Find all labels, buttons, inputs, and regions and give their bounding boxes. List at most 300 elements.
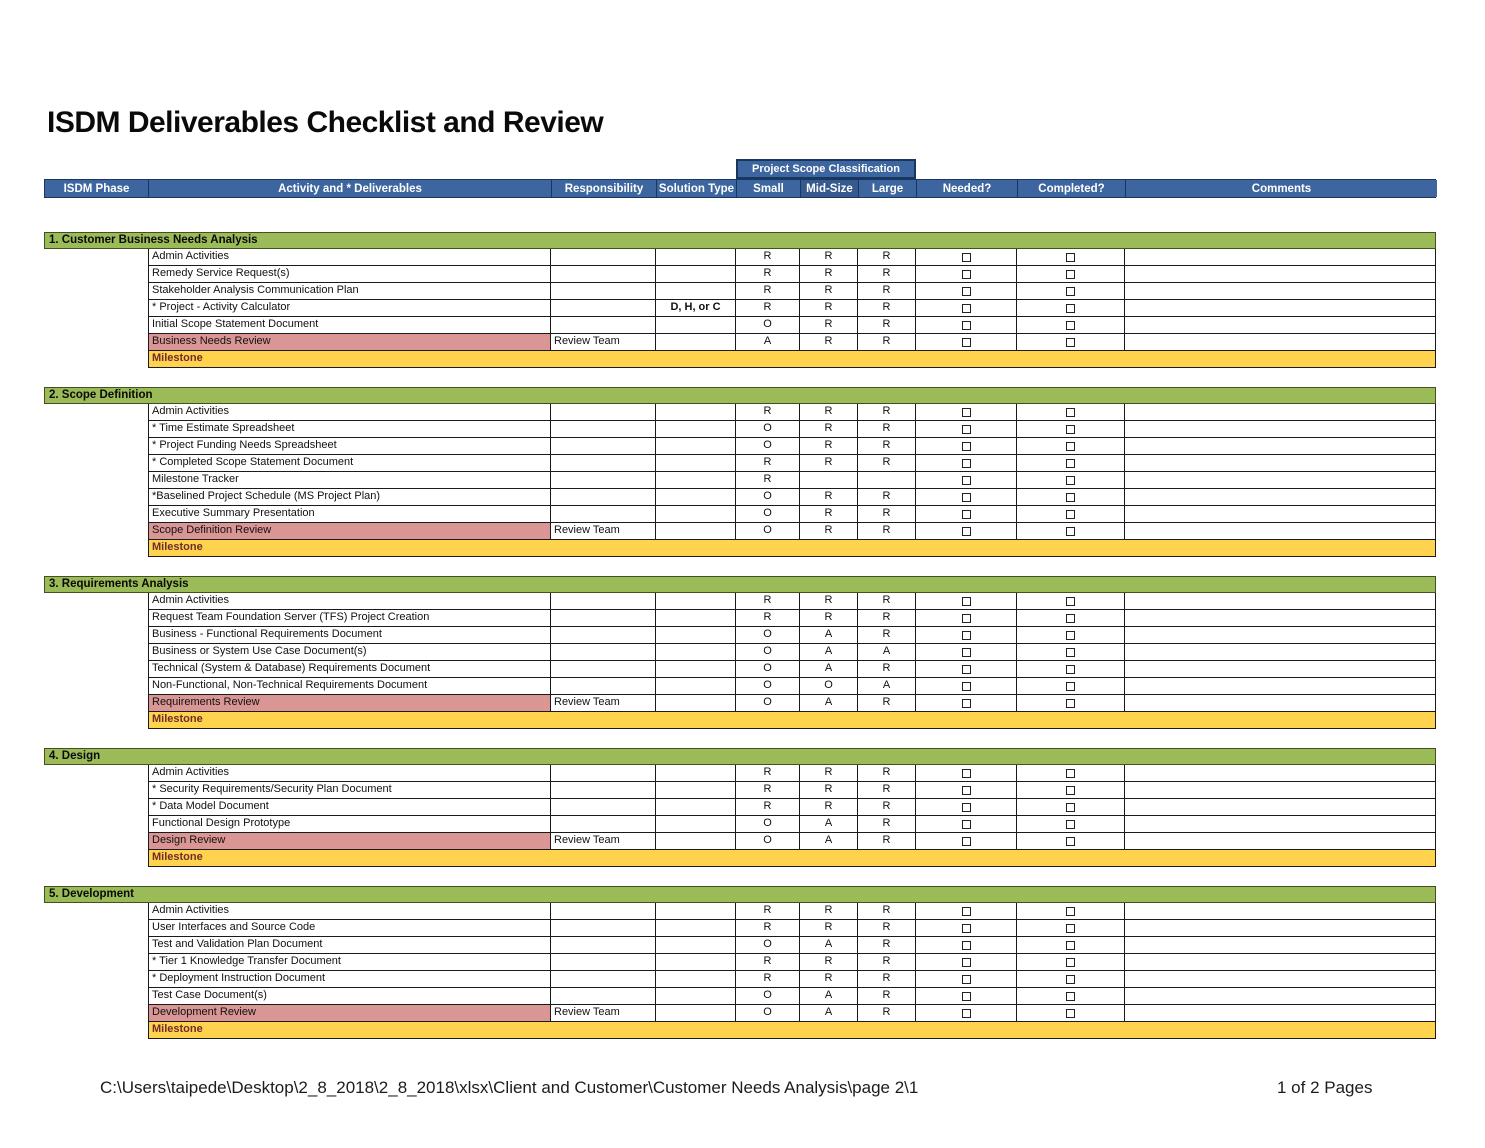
completed-checkbox[interactable] xyxy=(1066,476,1075,485)
responsibility-cell xyxy=(551,506,656,523)
print-footer xyxy=(0,1078,1485,1102)
midsize-scope-cell: R xyxy=(800,317,858,334)
midsize-scope-cell: R xyxy=(800,782,858,799)
phase-cell xyxy=(44,937,148,954)
completed-cell xyxy=(1017,455,1125,472)
activity-cell: * Tier 1 Knowledge Transfer Document xyxy=(148,954,551,971)
comments-cell xyxy=(1125,920,1436,937)
solution-type-cell xyxy=(656,317,736,334)
solution-type-cell xyxy=(656,249,736,266)
completed-checkbox[interactable] xyxy=(1066,408,1075,417)
phase-cell xyxy=(44,920,148,937)
phase-cell xyxy=(44,695,148,712)
needed-checkbox[interactable] xyxy=(962,941,971,950)
needed-checkbox[interactable] xyxy=(962,975,971,984)
needed-checkbox[interactable] xyxy=(962,442,971,451)
activity-cell: * Project Funding Needs Spreadsheet xyxy=(148,438,551,455)
midsize-scope-cell: R xyxy=(800,455,858,472)
review-activity-cell: Development Review xyxy=(148,1005,551,1022)
solution-type-cell xyxy=(656,266,736,283)
needed-checkbox[interactable] xyxy=(962,648,971,657)
completed-checkbox[interactable] xyxy=(1066,510,1075,519)
completed-checkbox[interactable] xyxy=(1066,493,1075,502)
completed-checkbox[interactable] xyxy=(1066,287,1075,296)
comments-cell xyxy=(1125,903,1436,920)
activity-cell: * Security Requirements/Security Plan Document xyxy=(148,782,551,799)
midsize-scope-cell: R xyxy=(800,799,858,816)
table-row xyxy=(44,421,1436,438)
phase-section xyxy=(44,576,1436,729)
solution-type-cell xyxy=(656,455,736,472)
small-scope-cell: O xyxy=(736,833,800,850)
large-scope-cell: R xyxy=(858,489,916,506)
midsize-scope-cell: R xyxy=(800,920,858,937)
table-row xyxy=(44,317,1436,334)
phase-cell xyxy=(44,266,148,283)
classification-band-row xyxy=(44,159,1436,179)
responsibility-cell xyxy=(551,988,656,1005)
completed-checkbox[interactable] xyxy=(1066,253,1075,262)
large-scope-cell: R xyxy=(858,523,916,540)
small-scope-cell: O xyxy=(736,695,800,712)
midsize-scope-cell: O xyxy=(800,678,858,695)
completed-cell xyxy=(1017,765,1125,782)
comments-cell xyxy=(1125,472,1436,489)
needed-checkbox[interactable] xyxy=(962,476,971,485)
completed-checkbox[interactable] xyxy=(1066,992,1075,1001)
completed-cell xyxy=(1017,816,1125,833)
solution-type-cell xyxy=(656,1005,736,1022)
phase-cell xyxy=(44,593,148,610)
completed-checkbox[interactable] xyxy=(1066,820,1075,829)
table-row xyxy=(44,540,1436,557)
phase-cell xyxy=(44,833,148,850)
column-header-isdm-phase: ISDM Phase xyxy=(45,180,149,197)
needed-checkbox[interactable] xyxy=(962,803,971,812)
large-scope-cell: R xyxy=(858,506,916,523)
needed-cell xyxy=(916,283,1017,300)
comments-cell xyxy=(1125,317,1436,334)
table-row xyxy=(44,610,1436,627)
responsibility-cell xyxy=(551,300,656,317)
activity-cell: Business - Functional Requirements Document xyxy=(148,627,551,644)
needed-checkbox[interactable] xyxy=(962,597,971,606)
needed-checkbox[interactable] xyxy=(962,665,971,674)
needed-checkbox[interactable] xyxy=(962,682,971,691)
completed-checkbox[interactable] xyxy=(1066,769,1075,778)
needed-checkbox[interactable] xyxy=(962,527,971,536)
needed-cell xyxy=(916,523,1017,540)
needed-checkbox[interactable] xyxy=(962,958,971,967)
responsibility-cell: Review Team xyxy=(551,523,656,540)
comments-cell xyxy=(1125,506,1436,523)
completed-checkbox[interactable] xyxy=(1066,786,1075,795)
completed-checkbox[interactable] xyxy=(1066,614,1075,623)
phase-cell xyxy=(44,799,148,816)
responsibility-cell xyxy=(551,971,656,988)
table-row xyxy=(44,920,1436,937)
midsize-scope-cell: R xyxy=(800,523,858,540)
needed-cell xyxy=(916,404,1017,421)
phase-cell xyxy=(44,351,148,368)
completed-cell xyxy=(1017,903,1125,920)
midsize-scope-cell: R xyxy=(800,593,858,610)
needed-checkbox[interactable] xyxy=(962,1009,971,1018)
large-scope-cell: R xyxy=(858,283,916,300)
solution-type-cell xyxy=(656,799,736,816)
completed-cell xyxy=(1017,334,1125,351)
completed-cell xyxy=(1017,404,1125,421)
small-scope-cell: O xyxy=(736,627,800,644)
large-scope-cell: R xyxy=(858,903,916,920)
table-row xyxy=(44,988,1436,1005)
responsibility-cell xyxy=(551,678,656,695)
completed-checkbox[interactable] xyxy=(1066,803,1075,812)
large-scope-cell: R xyxy=(858,300,916,317)
completed-checkbox[interactable] xyxy=(1066,631,1075,640)
completed-checkbox[interactable] xyxy=(1066,924,1075,933)
responsibility-cell: Review Team xyxy=(551,334,656,351)
responsibility-cell xyxy=(551,489,656,506)
large-scope-cell: R xyxy=(858,627,916,644)
small-scope-cell: R xyxy=(736,765,800,782)
midsize-scope-cell: R xyxy=(800,954,858,971)
comments-cell xyxy=(1125,334,1436,351)
needed-checkbox[interactable] xyxy=(962,321,971,330)
needed-checkbox[interactable] xyxy=(962,408,971,417)
large-scope-cell: R xyxy=(858,988,916,1005)
needed-cell xyxy=(916,695,1017,712)
needed-cell xyxy=(916,661,1017,678)
completed-checkbox[interactable] xyxy=(1066,442,1075,451)
needed-cell xyxy=(916,300,1017,317)
solution-type-cell xyxy=(656,782,736,799)
small-scope-cell: R xyxy=(736,782,800,799)
comments-cell xyxy=(1125,661,1436,678)
solution-type-cell xyxy=(656,610,736,627)
large-scope-cell: R xyxy=(858,661,916,678)
completed-checkbox[interactable] xyxy=(1066,975,1075,984)
phase-cell xyxy=(44,678,148,695)
small-scope-cell: O xyxy=(736,937,800,954)
responsibility-cell xyxy=(551,593,656,610)
small-scope-cell: R xyxy=(736,404,800,421)
responsibility-cell xyxy=(551,937,656,954)
needed-checkbox[interactable] xyxy=(962,924,971,933)
small-scope-cell: O xyxy=(736,678,800,695)
comments-cell xyxy=(1125,455,1436,472)
midsize-scope-cell: A xyxy=(800,937,858,954)
phase-cell xyxy=(44,644,148,661)
table-row xyxy=(44,627,1436,644)
midsize-scope-cell: R xyxy=(800,283,858,300)
small-scope-cell: O xyxy=(736,523,800,540)
midsize-scope-cell: A xyxy=(800,644,858,661)
midsize-scope-cell: R xyxy=(800,421,858,438)
completed-checkbox[interactable] xyxy=(1066,527,1075,536)
midsize-scope-cell: A xyxy=(800,816,858,833)
responsibility-cell xyxy=(551,266,656,283)
column-header-activity-and-deliverables: Activity and * Deliverables xyxy=(149,180,552,197)
activity-cell: Admin Activities xyxy=(148,903,551,920)
column-header-comments: Comments xyxy=(1126,180,1437,197)
needed-cell xyxy=(916,833,1017,850)
needed-checkbox[interactable] xyxy=(962,631,971,640)
completed-checkbox[interactable] xyxy=(1066,699,1075,708)
completed-cell xyxy=(1017,937,1125,954)
completed-cell xyxy=(1017,300,1125,317)
needed-cell xyxy=(916,489,1017,506)
table-row xyxy=(44,334,1436,351)
solution-type-cell xyxy=(656,920,736,937)
needed-checkbox[interactable] xyxy=(962,304,971,313)
phase-cell xyxy=(44,249,148,266)
needed-checkbox[interactable] xyxy=(962,907,971,916)
needed-cell xyxy=(916,971,1017,988)
table-row xyxy=(44,455,1436,472)
activity-cell: Admin Activities xyxy=(148,765,551,782)
comments-cell xyxy=(1125,249,1436,266)
needed-checkbox[interactable] xyxy=(962,769,971,778)
completed-cell xyxy=(1017,523,1125,540)
comments-cell xyxy=(1125,283,1436,300)
solution-type-cell xyxy=(656,283,736,300)
completed-checkbox[interactable] xyxy=(1066,958,1075,967)
large-scope-cell: R xyxy=(858,765,916,782)
section-header: 5. Development xyxy=(44,886,1436,903)
solution-type-cell xyxy=(656,903,736,920)
needed-checkbox[interactable] xyxy=(962,270,971,279)
completed-cell xyxy=(1017,661,1125,678)
needed-checkbox[interactable] xyxy=(962,510,971,519)
completed-checkbox[interactable] xyxy=(1066,425,1075,434)
completed-checkbox[interactable] xyxy=(1066,304,1075,313)
solution-type-cell xyxy=(656,593,736,610)
comments-cell xyxy=(1125,678,1436,695)
completed-cell xyxy=(1017,506,1125,523)
large-scope-cell: A xyxy=(858,678,916,695)
small-scope-cell: O xyxy=(736,988,800,1005)
needed-checkbox[interactable] xyxy=(962,820,971,829)
activity-cell: Admin Activities xyxy=(148,404,551,421)
completed-checkbox[interactable] xyxy=(1066,907,1075,916)
solution-type-cell xyxy=(656,695,736,712)
needed-cell xyxy=(916,954,1017,971)
table-row xyxy=(44,489,1436,506)
needed-checkbox[interactable] xyxy=(962,992,971,1001)
small-scope-cell: R xyxy=(736,610,800,627)
comments-cell xyxy=(1125,799,1436,816)
phase-cell xyxy=(44,455,148,472)
solution-type-cell xyxy=(656,678,736,695)
completed-checkbox[interactable] xyxy=(1066,338,1075,347)
column-header-mid-size: Mid-Size xyxy=(801,180,859,197)
phase-cell xyxy=(44,317,148,334)
needed-cell xyxy=(916,627,1017,644)
midsize-scope-cell: A xyxy=(800,661,858,678)
solution-type-cell xyxy=(656,937,736,954)
phase-cell xyxy=(44,816,148,833)
phase-cell xyxy=(44,300,148,317)
activity-cell: *Baselined Project Schedule (MS Project Plan) xyxy=(148,489,551,506)
large-scope-cell: R xyxy=(858,334,916,351)
needed-checkbox[interactable] xyxy=(962,837,971,846)
small-scope-cell: R xyxy=(736,266,800,283)
completed-checkbox[interactable] xyxy=(1066,665,1075,674)
completed-cell xyxy=(1017,695,1125,712)
completed-cell xyxy=(1017,988,1125,1005)
table-row xyxy=(44,438,1436,455)
needed-checkbox[interactable] xyxy=(962,614,971,623)
small-scope-cell: A xyxy=(736,334,800,351)
midsize-scope-cell: R xyxy=(800,300,858,317)
phase-cell xyxy=(44,954,148,971)
completed-checkbox[interactable] xyxy=(1066,837,1075,846)
needed-checkbox[interactable] xyxy=(962,493,971,502)
activity-cell: * Deployment Instruction Document xyxy=(148,971,551,988)
completed-checkbox[interactable] xyxy=(1066,597,1075,606)
midsize-scope-cell: A xyxy=(800,695,858,712)
activity-cell: Milestone Tracker xyxy=(148,472,551,489)
completed-checkbox[interactable] xyxy=(1066,1009,1075,1018)
table-row xyxy=(44,799,1436,816)
large-scope-cell: R xyxy=(858,404,916,421)
large-scope-cell: R xyxy=(858,954,916,971)
completed-checkbox[interactable] xyxy=(1066,648,1075,657)
comments-cell xyxy=(1125,523,1436,540)
needed-checkbox[interactable] xyxy=(962,425,971,434)
table-row xyxy=(44,712,1436,729)
needed-cell xyxy=(916,816,1017,833)
needed-checkbox[interactable] xyxy=(962,338,971,347)
activity-cell: Executive Summary Presentation xyxy=(148,506,551,523)
activity-cell: * Project - Activity Calculator xyxy=(148,300,551,317)
completed-cell xyxy=(1017,610,1125,627)
needed-checkbox[interactable] xyxy=(962,287,971,296)
table-row xyxy=(44,1005,1436,1022)
completed-cell xyxy=(1017,644,1125,661)
completed-cell xyxy=(1017,266,1125,283)
completed-checkbox[interactable] xyxy=(1066,941,1075,950)
completed-cell xyxy=(1017,438,1125,455)
completed-cell xyxy=(1017,593,1125,610)
responsibility-cell xyxy=(551,455,656,472)
small-scope-cell: O xyxy=(736,489,800,506)
responsibility-cell: Review Team xyxy=(551,695,656,712)
phase-section xyxy=(44,748,1436,867)
needed-cell xyxy=(916,903,1017,920)
activity-cell: Business or System Use Case Document(s) xyxy=(148,644,551,661)
table-row xyxy=(44,903,1436,920)
midsize-scope-cell: R xyxy=(800,506,858,523)
responsibility-cell xyxy=(551,438,656,455)
responsibility-cell: Review Team xyxy=(551,1005,656,1022)
activity-cell: Stakeholder Analysis Communication Plan xyxy=(148,283,551,300)
midsize-scope-cell: R xyxy=(800,266,858,283)
activity-cell: Admin Activities xyxy=(148,249,551,266)
responsibility-cell xyxy=(551,954,656,971)
large-scope-cell: R xyxy=(858,937,916,954)
needed-checkbox[interactable] xyxy=(962,253,971,262)
large-scope-cell: R xyxy=(858,421,916,438)
comments-cell xyxy=(1125,765,1436,782)
small-scope-cell: R xyxy=(736,954,800,971)
completed-checkbox[interactable] xyxy=(1066,321,1075,330)
table-row xyxy=(44,695,1436,712)
phase-cell xyxy=(44,334,148,351)
solution-type-cell xyxy=(656,334,736,351)
completed-checkbox[interactable] xyxy=(1066,682,1075,691)
solution-type-cell xyxy=(656,644,736,661)
small-scope-cell: O xyxy=(736,438,800,455)
needed-checkbox[interactable] xyxy=(962,459,971,468)
completed-cell xyxy=(1017,627,1125,644)
phase-cell xyxy=(44,283,148,300)
small-scope-cell: O xyxy=(736,661,800,678)
responsibility-cell xyxy=(551,799,656,816)
comments-cell xyxy=(1125,593,1436,610)
phase-cell xyxy=(44,489,148,506)
large-scope-cell: R xyxy=(858,833,916,850)
column-header-responsibility: Responsibility xyxy=(552,180,657,197)
completed-cell xyxy=(1017,1005,1125,1022)
midsize-scope-cell: R xyxy=(800,404,858,421)
solution-type-cell xyxy=(656,816,736,833)
section-header: 1. Customer Business Needs Analysis xyxy=(44,232,1436,249)
phase-cell xyxy=(44,404,148,421)
comments-cell xyxy=(1125,954,1436,971)
activity-cell: Initial Scope Statement Document xyxy=(148,317,551,334)
completed-checkbox[interactable] xyxy=(1066,459,1075,468)
milestone-row: Milestone xyxy=(148,850,1436,867)
responsibility-cell xyxy=(551,317,656,334)
small-scope-cell: R xyxy=(736,455,800,472)
large-scope-cell: R xyxy=(858,249,916,266)
responsibility-cell xyxy=(551,782,656,799)
table-row xyxy=(44,523,1436,540)
responsibility-cell xyxy=(551,283,656,300)
activity-cell: Test Case Document(s) xyxy=(148,988,551,1005)
small-scope-cell: R xyxy=(736,283,800,300)
section-header: 4. Design xyxy=(44,748,1436,765)
completed-checkbox[interactable] xyxy=(1066,270,1075,279)
large-scope-cell: R xyxy=(858,438,916,455)
needed-cell xyxy=(916,920,1017,937)
table-row xyxy=(44,404,1436,421)
milestone-row: Milestone xyxy=(148,712,1436,729)
needed-checkbox[interactable] xyxy=(962,786,971,795)
table-row xyxy=(44,765,1436,782)
review-activity-cell: Business Needs Review xyxy=(148,334,551,351)
completed-cell xyxy=(1017,971,1125,988)
phase-section xyxy=(44,886,1436,1039)
table-header-row xyxy=(44,179,1436,198)
needed-checkbox[interactable] xyxy=(962,699,971,708)
comments-cell xyxy=(1125,816,1436,833)
responsibility-cell xyxy=(551,610,656,627)
solution-type-cell xyxy=(656,627,736,644)
small-scope-cell: O xyxy=(736,644,800,661)
table-row xyxy=(44,593,1436,610)
needed-cell xyxy=(916,610,1017,627)
large-scope-cell: R xyxy=(858,816,916,833)
large-scope-cell: R xyxy=(858,695,916,712)
phase-cell xyxy=(44,903,148,920)
needed-cell xyxy=(916,765,1017,782)
table-row xyxy=(44,283,1436,300)
phase-cell xyxy=(44,661,148,678)
phase-cell xyxy=(44,1022,148,1039)
